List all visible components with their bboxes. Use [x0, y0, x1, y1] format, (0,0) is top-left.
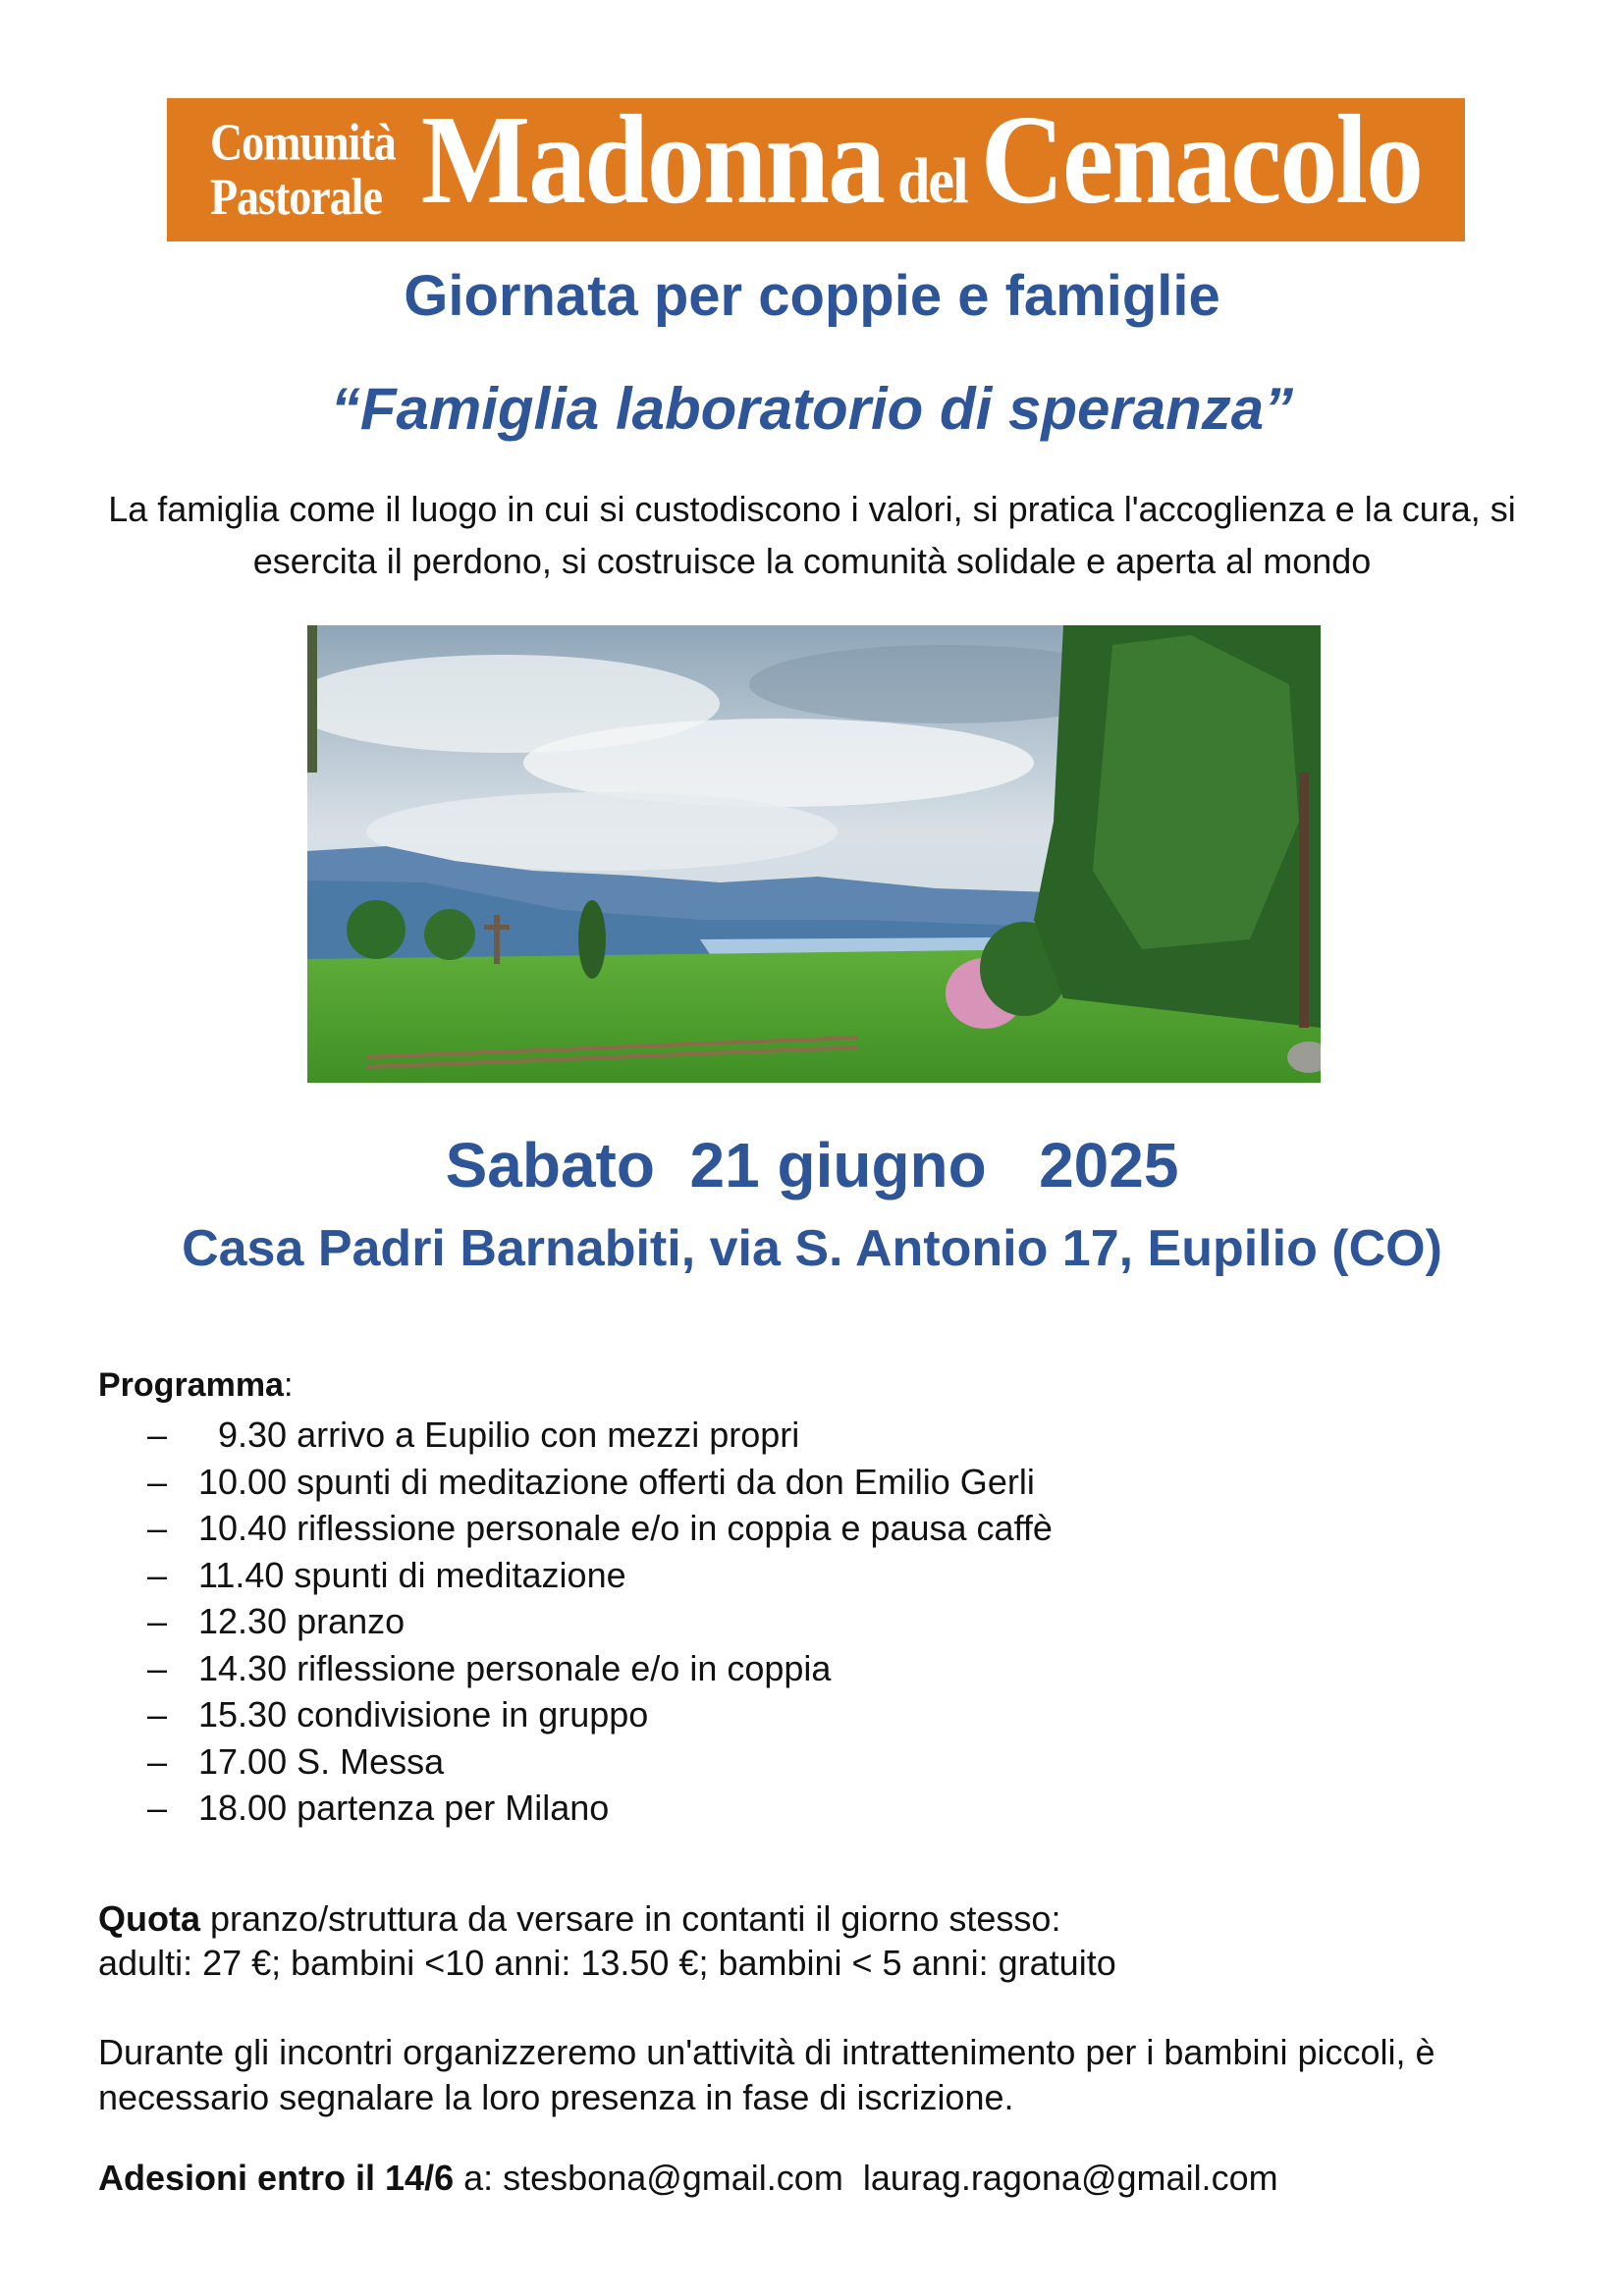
program-item-text: 18.00 partenza per Milano	[198, 1788, 610, 1828]
banner-title-del: del	[897, 144, 967, 216]
list-item	[147, 1738, 1053, 1786]
dash-bullet: –	[147, 1740, 168, 1782]
dash-bullet: –	[147, 1554, 168, 1595]
list-item	[147, 1459, 1053, 1506]
adesioni-emails: a: stesbona@gmail.com laurag.ragona@gmail.com	[454, 2158, 1278, 2198]
dash-bullet: –	[147, 1647, 168, 1688]
quota-prices: adulti: 27 €; bambini <10 anni: 13.50 €; bambini < 5 anni: gratuito	[98, 1943, 1116, 1983]
dash-bullet: –	[147, 1694, 168, 1735]
banner-small-line2: Pastorale	[209, 167, 382, 226]
banner-title	[421, 89, 1422, 250]
list-item	[147, 1505, 1053, 1552]
program-heading	[98, 1366, 293, 1405]
list-item	[147, 1645, 1053, 1692]
list-item	[147, 1598, 1053, 1645]
dash-bullet: –	[147, 1508, 168, 1548]
event-place: Casa Padri Barnabiti, via S. Antonio 17, Eupilio (CO)	[182, 1220, 1442, 1277]
list-item	[147, 1785, 1053, 1832]
intro-text: La famiglia come il luogo in cui si custodiscono i valori, si pratica l'accoglienza e la cura, si esercita il perdono, si costruisce la comunità solidale e aperta al mondo	[108, 489, 1516, 581]
program-item-text: 10.40 riflessione personale e/o in coppia e pausa caffè	[198, 1508, 1053, 1548]
program-item-text: 11.40 spunti di meditazione	[198, 1554, 626, 1595]
list-item	[147, 1412, 1053, 1459]
quota-text: pranzo/struttura da versare in contanti il giorno stesso:	[200, 1898, 1061, 1939]
program-item-text: 12.30 pranzo	[198, 1601, 406, 1641]
landscape-photo	[307, 625, 1321, 1083]
banner-title-part1: Madonna	[420, 87, 885, 231]
quota-section	[98, 1896, 1116, 1985]
adesioni-label: Adesioni entro il 14/6	[98, 2158, 455, 2198]
program-item-text: 9.30 arrivo a Eupilio con mezzi propri	[198, 1415, 800, 1455]
program-item-text: 14.30 riflessione personale e/o in coppia	[198, 1647, 832, 1688]
landscape-photo-icon	[307, 625, 1321, 1083]
list-item	[147, 1552, 1053, 1599]
event-date: Sabato 21 giugno 2025	[445, 1130, 1179, 1201]
dash-bullet: –	[147, 1601, 168, 1641]
list-item	[147, 1691, 1053, 1738]
adesioni-line	[98, 2158, 1278, 2199]
page-title: Giornata per coppie e famiglie	[404, 264, 1220, 328]
banner-small-text	[209, 113, 396, 226]
page-subtitle: “Famiglia laboratorio di speranza”	[330, 376, 1294, 442]
banner-title-part2: Cenacolo	[980, 87, 1423, 231]
quota-label: Quota	[98, 1898, 200, 1939]
dash-bullet: –	[147, 1461, 168, 1502]
program-heading-colon: :	[283, 1366, 294, 1404]
program-item-text: 15.30 condivisione in gruppo	[198, 1694, 649, 1735]
dash-bullet: –	[147, 1788, 168, 1828]
children-notice: Durante gli incontri organizzeremo un'attività di intrattenimento per i bambini piccoli, è necessario segnalare la loro presenza in fase di iscrizione.	[98, 2032, 1435, 2117]
header-banner	[167, 87, 1465, 241]
banner-small-line1: Comunità	[209, 113, 396, 172]
program-item-text: 10.00 spunti di meditazione offerti da don Emilio Gerli	[198, 1461, 1035, 1502]
program-item-text: 17.00 S. Messa	[198, 1740, 445, 1782]
program-heading-label: Programma	[98, 1366, 284, 1404]
program-list	[147, 1412, 1053, 1832]
dash-bullet: –	[147, 1415, 168, 1455]
